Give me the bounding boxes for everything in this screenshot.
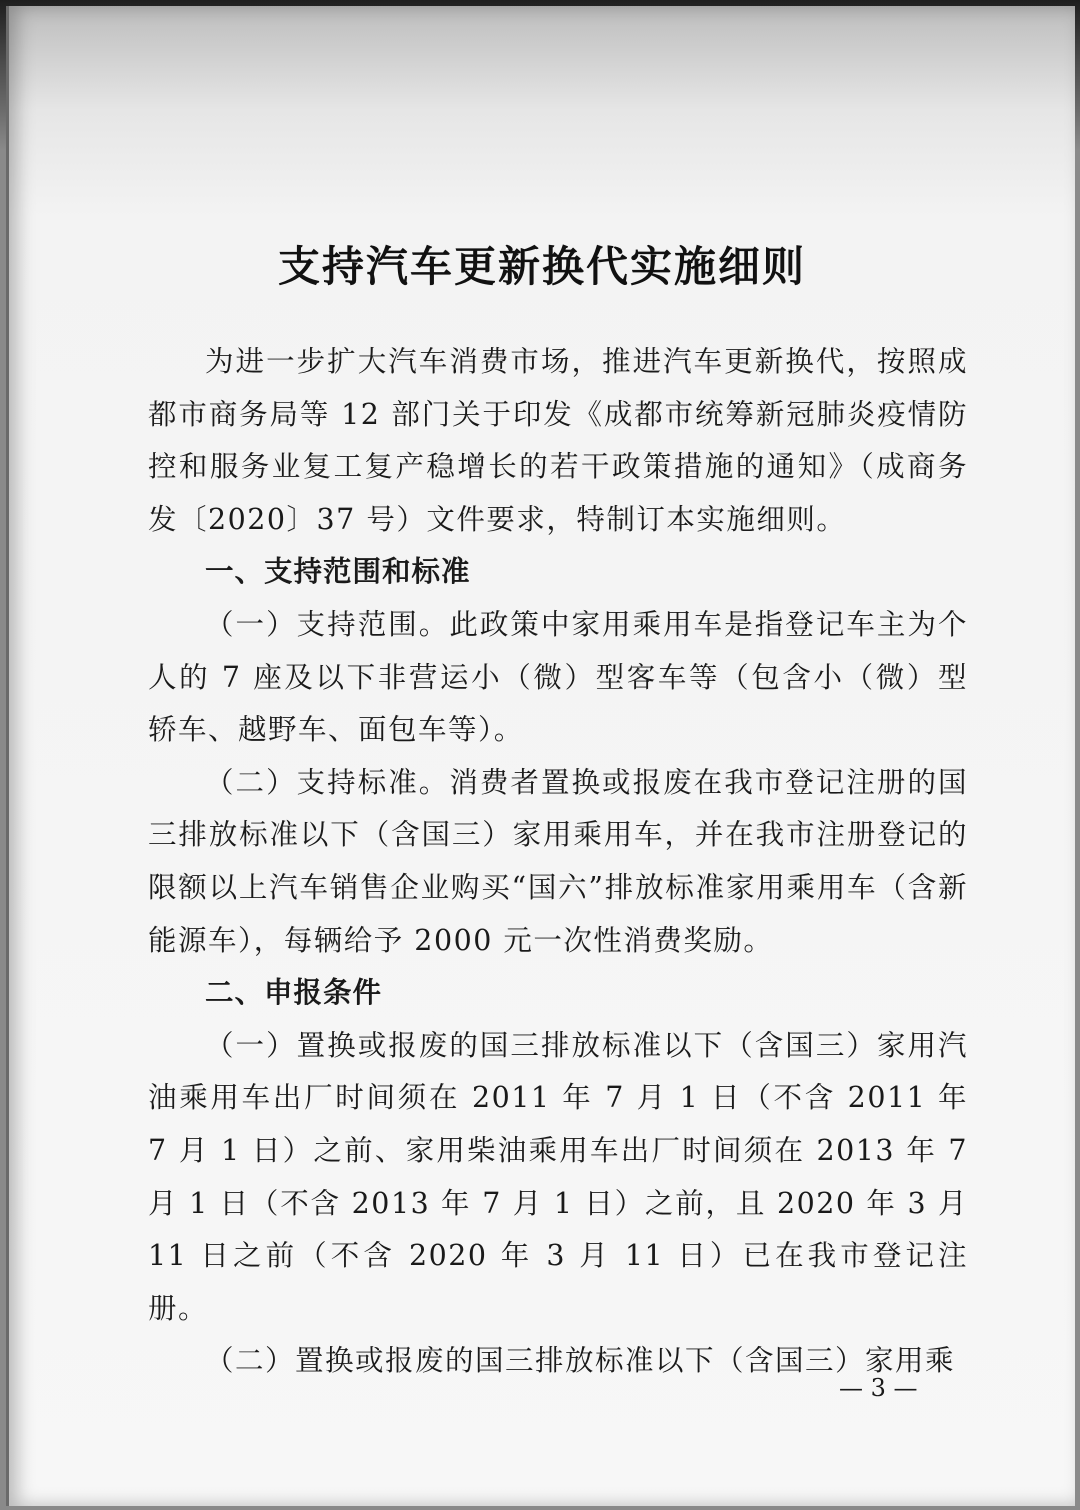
document-page <box>6 6 1075 1506</box>
scope-paragraph: （一）支持范围。此政策中家用乘用车是指登记车主为个人的 7 座及以下非营运小（微）型客车等（包含小（微）型轿车、越野车、面包车等）。 <box>148 607 968 747</box>
condition-paragraph-1: （一）置换或报废的国三排放标准以下（含国三）家用汽油乘用车出厂时间须在 2011 年 7 月 1 日（不含 2011 年 7 月 1 日）之前、家用柴油乘用车出厂时间须在 2013 年 7 月 1 日（不含 2013 年 7 月 1 日）之前，且 2020 年 3 月 11 日之前（不含 2020 年 3 月 11 日）已在我市登记注册。 <box>148 1028 968 1325</box>
intro-paragraph: 为进一步扩大汽车消费市场，推进汽车更新换代，按照成都市商务局等 12 部门关于印发《成都市统筹新冠肺炎疫情防控和服务业复工复产稳增长的若干政策措施的通知》（成商务发〔2020〕37 号）文件要求，特制订本实施细则。 <box>148 345 968 536</box>
document-title: 支持汽车更新换代实施细则 <box>277 242 806 291</box>
standard-paragraph: （二）支持标准。消费者置换或报废在我市登记注册的国三排放标准以下（含国三）家用乘用车，并在我市注册登记的限额以上汽车销售企业购买“国六”排放标准家用乘用车（含新能源车），每辆给予 2000 元一次性消费奖励。 <box>148 765 968 957</box>
condition-paragraph-2: （二）置换或报废的国三排放标准以下（含国三）家用乘 <box>205 1344 956 1378</box>
page-number: — 3 — <box>839 1374 918 1402</box>
section-heading-conditions: 二、申报条件 <box>205 976 383 1010</box>
document-body <box>148 336 968 1388</box>
section-heading-scope: 一、支持范围和标准 <box>205 555 471 589</box>
